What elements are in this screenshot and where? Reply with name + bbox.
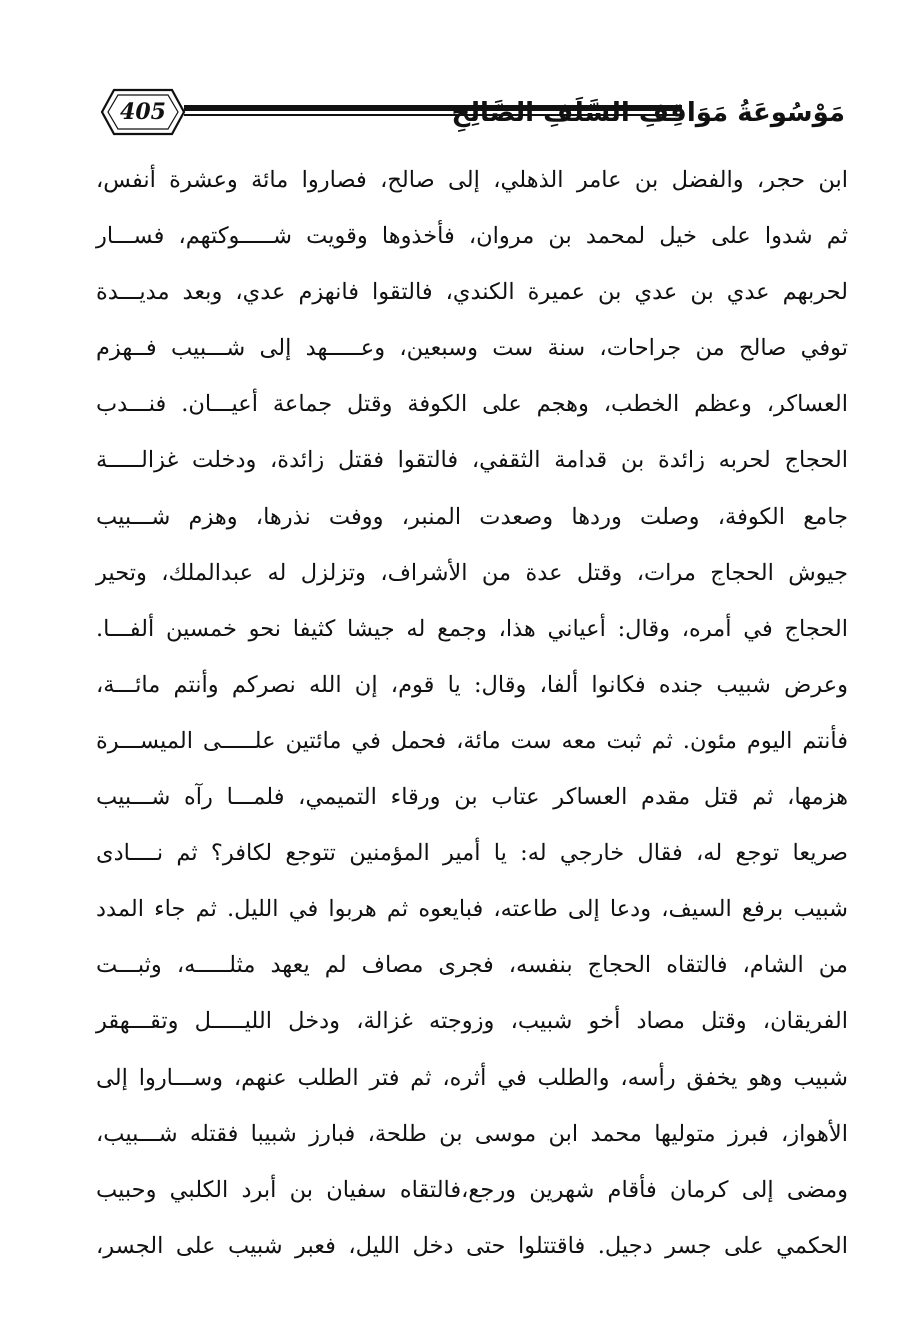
text-line: الفريقان، وقتل مصاد أخو شبيب، وزوجته غزالة، ودخل الليـــــل وتقـــهقر bbox=[96, 1008, 848, 1035]
text-line: الأهواز، فبرز متوليها محمد ابن موسى بن طلحة، فبارز شبيبا فقتله شـــبيب، bbox=[96, 1120, 848, 1147]
body-text bbox=[96, 152, 848, 1274]
text-line: العساكر، وعظم الخطب، وهجم على الكوفة وقتل جماعة أعيـــان. فنـــدب bbox=[96, 391, 848, 418]
page-header bbox=[100, 78, 845, 152]
text-line: ومضى إلى كرمان فأقام شهرين ورجع،فالتقاه سفيان بن أبرد الكلبي وحبيب bbox=[96, 1176, 849, 1203]
text-line: هزمها، ثم قتل مقدم العساكر عتاب بن ورقاء التميمي، فلمـــا رآه شـــبيب bbox=[96, 784, 848, 811]
text-line: الحجاج لحربه زائدة بن قدامة الثقفي، فالتقوا فقتل زائدة، ودخلت غزالـــــة bbox=[96, 447, 848, 474]
text-line: من الشام، فالتقاه الحجاج بنفسه، فجرى مصاف لم يعهد مثلـــــه، وثبـــت bbox=[96, 952, 848, 979]
text-line: ثم شدوا على خيل لمحمد بن مروان، فأخذوها وقويت شـــــوكتهم، فســـار bbox=[96, 223, 848, 250]
page-number-badge bbox=[100, 86, 186, 138]
text-line: لحربهم عدي بن عدي بن عميرة الكندي، فالتقوا فانهزم عدي، وبعد مديـــدة bbox=[96, 279, 848, 306]
text-line: صريعا توجع له، فقال خارجي له: يا أمير المؤمنين تتوجع لكافر؟ ثم نــــادى bbox=[96, 840, 848, 867]
text-line: شبيب برفع السيف، ودعا إلى طاعته، فبايعوه ثم هربوا في الليل. ثم جاء المدد bbox=[96, 896, 848, 923]
page-number: 405 bbox=[120, 99, 166, 125]
text-line: شبيب وهو يخفق رأسه، والطلب في أثره، ثم فتر الطلب عنهم، وســـاروا إلى bbox=[96, 1064, 848, 1091]
book-title: مَوْسُوعَةُ مَوَاقِفِ السَّلَفِ الصَّالِحِ bbox=[451, 98, 845, 128]
text-line: الحجاج في أمره، وقال: أعياني هذا، وجمع له جيشا كثيفا نحو خمسين ألفـــا. bbox=[96, 615, 848, 642]
text-line: وعرض شبيب جنده فكانوا ألفا، وقال: يا قوم، إن الله نصركم وأنتم مائـــة، bbox=[96, 671, 848, 698]
text-line: فأنتم اليوم مئون. ثم ثبت معه ست مائة، فحمل في مائتين علـــــى الميســـرة bbox=[96, 727, 848, 754]
text-line: توفي صالح من جراحات، سنة ست وسبعين، وعـــــهد إلى شـــبيب فــهزم bbox=[96, 335, 848, 362]
text-line: جامع الكوفة، وصلت وردها وصعدت المنبر، ووفت نذرها، وهزم شـــبيب bbox=[96, 503, 848, 530]
text-line: جيوش الحجاج مرات، وقتل عدة من الأشراف، وتزلزل له عبدالملك، وتحير bbox=[96, 559, 848, 586]
text-line: الحكمي على جسر دجيل. فاقتتلوا حتى دخل الليل، فعبر شبيب على الجسر، bbox=[96, 1232, 848, 1259]
text-line: ابن حجر، والفضل بن عامر الذهلي، إلى صالح، فصاروا مائة وعشرة أنفس، bbox=[96, 167, 848, 193]
